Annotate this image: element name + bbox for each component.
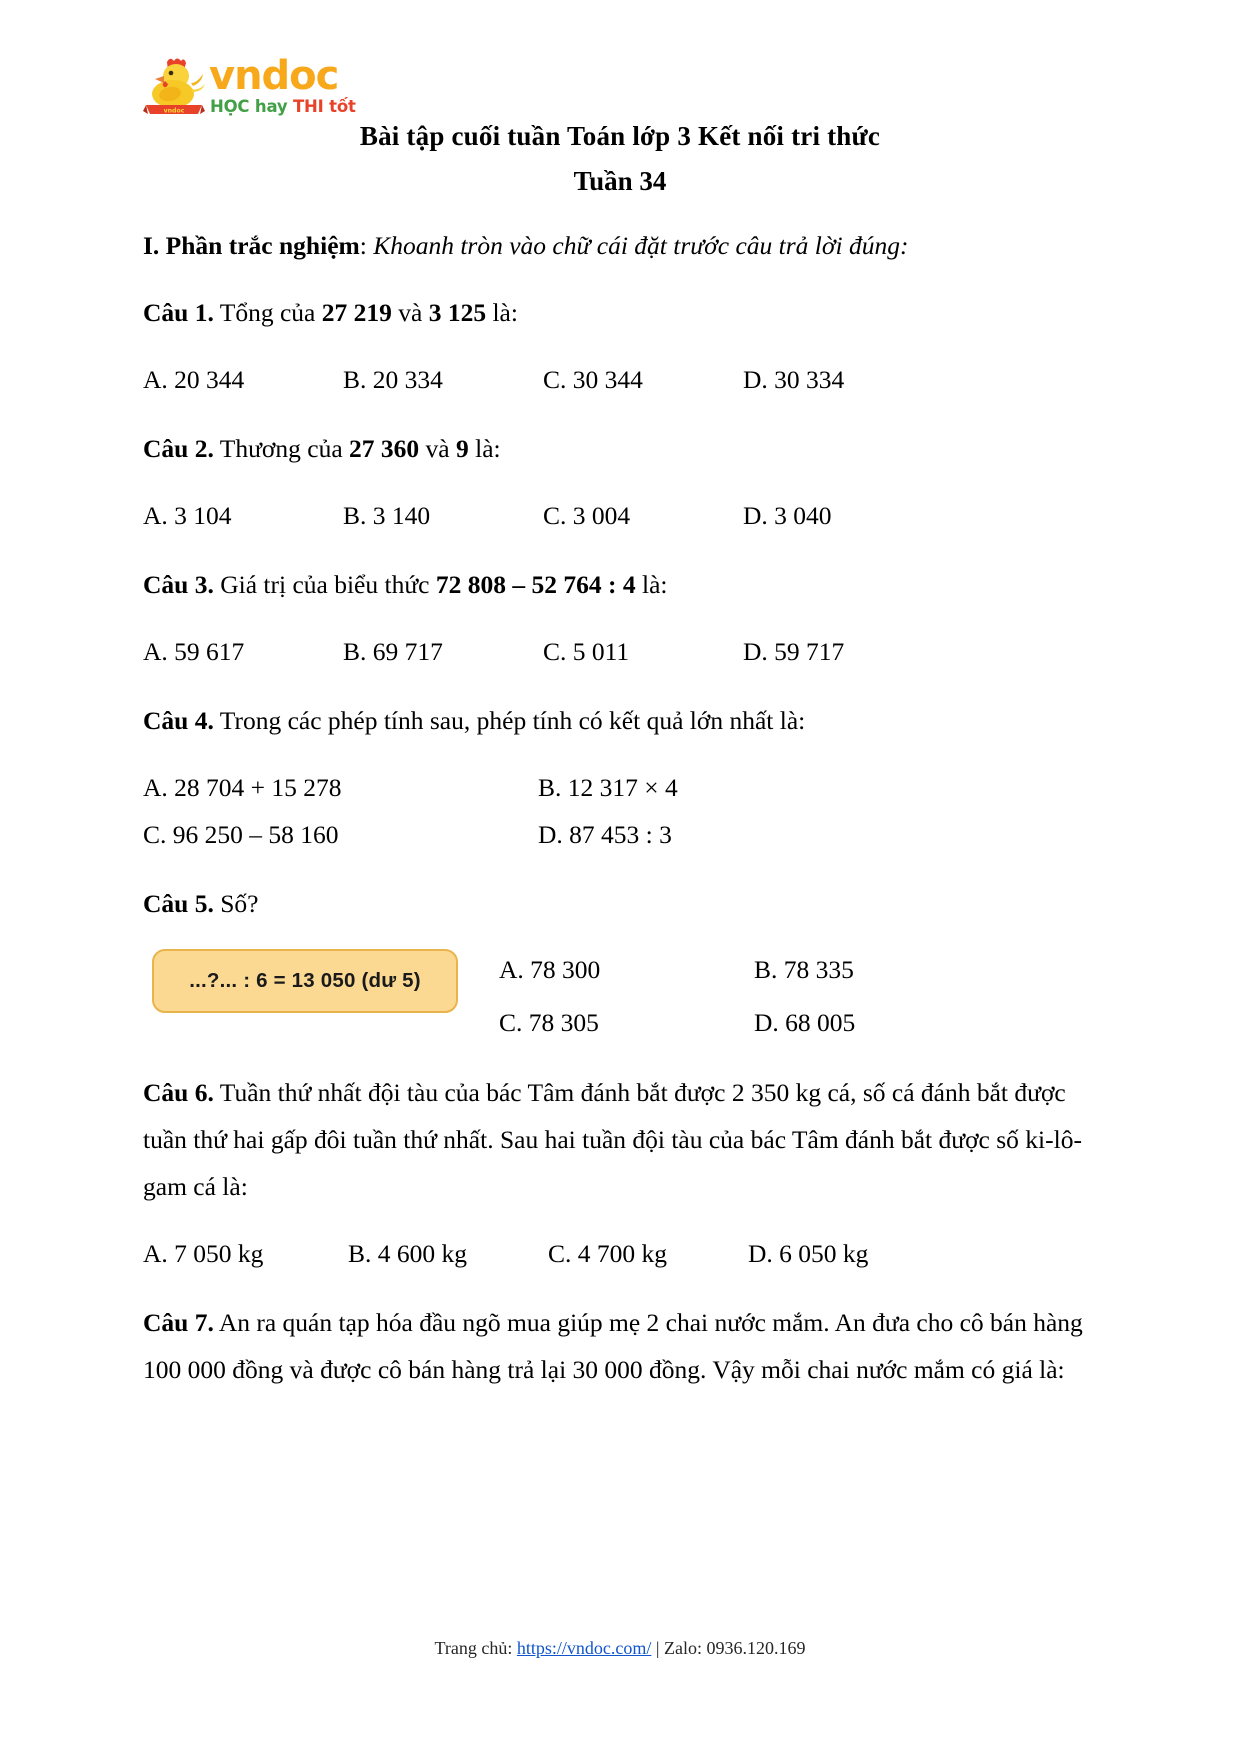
question-1-options bbox=[143, 356, 1098, 403]
question-2-option-c[interactable]: C. 3 004 bbox=[543, 501, 631, 530]
logo-tagline-hay: hay bbox=[254, 97, 288, 116]
section-heading bbox=[143, 222, 1098, 269]
section-label: I. Phần trắc nghiệm bbox=[143, 231, 360, 260]
question-3-option-c[interactable]: C. 5 011 bbox=[543, 637, 630, 666]
question-1-text bbox=[143, 289, 1098, 336]
logo-tagline-thi: THI bbox=[292, 97, 324, 116]
question-6-option-a[interactable]: A. 7 050 kg bbox=[143, 1239, 264, 1268]
question-2-options bbox=[143, 492, 1098, 539]
question-5-block bbox=[143, 943, 1098, 1049]
worksheet-content bbox=[143, 222, 1098, 1413]
question-2-option-b[interactable]: B. 3 140 bbox=[343, 501, 431, 530]
question-2-text bbox=[143, 425, 1098, 472]
question-6-number: Câu 6. bbox=[143, 1078, 214, 1107]
question-6-option-d[interactable]: D. 6 050 kg bbox=[748, 1239, 869, 1268]
logo-tagline-hoc: HỌC bbox=[210, 97, 250, 116]
question-2-number: Câu 2. bbox=[143, 434, 214, 463]
question-5-number: Câu 5. bbox=[143, 889, 214, 918]
question-5-text bbox=[143, 880, 1098, 927]
question-7-text bbox=[143, 1299, 1098, 1393]
question-5-option-c[interactable]: C. 78 305 bbox=[499, 1008, 599, 1037]
page-title: Bài tập cuối tuần Toán lớp 3 Kết nối tri thức bbox=[359, 121, 881, 151]
question-1-option-d[interactable]: D. 30 334 bbox=[743, 365, 845, 394]
page-subtitle: Tuần 34 bbox=[573, 166, 667, 196]
question-5-option-b[interactable]: B. 78 335 bbox=[754, 955, 854, 984]
question-1-operand-1: 27 219 bbox=[321, 298, 392, 327]
vndoc-logo bbox=[143, 52, 443, 124]
question-3-before: Giá trị của biểu thức bbox=[213, 570, 436, 599]
question-6-options bbox=[143, 1230, 1098, 1277]
chick-mascot-icon bbox=[143, 54, 205, 118]
question-2-option-a[interactable]: A. 3 104 bbox=[143, 501, 232, 530]
question-7-number: Câu 7. bbox=[143, 1308, 214, 1337]
question-1-option-c[interactable]: C. 30 344 bbox=[543, 365, 643, 394]
question-1-mid: và bbox=[391, 298, 429, 327]
footer-suffix: | Zalo: 0936.120.169 bbox=[651, 1638, 806, 1658]
question-6-text bbox=[143, 1069, 1098, 1210]
question-2-before: Thương của bbox=[213, 434, 350, 463]
question-2-after: là: bbox=[468, 434, 501, 463]
question-4-text bbox=[143, 697, 1098, 744]
section-separator: : bbox=[359, 231, 374, 260]
page-footer bbox=[0, 1638, 1240, 1659]
footer-homepage-link[interactable]: https://vndoc.com/ bbox=[516, 1638, 652, 1658]
question-3-number: Câu 3. bbox=[143, 570, 214, 599]
question-4-body: Trong các phép tính sau, phép tính có kết quả lớn nhất là: bbox=[213, 706, 806, 735]
question-6-option-b[interactable]: B. 4 600 kg bbox=[348, 1239, 468, 1268]
question-3-expression: 72 808 – 52 764 : 4 bbox=[435, 570, 636, 599]
question-7-body: An ra quán tạp hóa đầu ngõ mua giúp mẹ 2 chai nước mắm. An đưa cho cô bán hàng 100 000 đồng và được cô bán hàng trả lại 30 000 đồng. Vậy mỗi chai nước mắm có giá là: bbox=[143, 1308, 1083, 1384]
question-3-after: là: bbox=[635, 570, 668, 599]
question-1-operand-2: 3 125 bbox=[428, 298, 487, 327]
question-3-text bbox=[143, 561, 1098, 608]
logo-tagline-tot: tốt bbox=[329, 97, 356, 116]
question-5-body: Số? bbox=[213, 889, 259, 918]
question-5-option-d[interactable]: D. 68 005 bbox=[754, 1008, 856, 1037]
question-4-option-c[interactable]: C. 96 250 – 58 160 bbox=[143, 820, 339, 849]
question-1-number: Câu 1. bbox=[143, 298, 214, 327]
logo-tagline bbox=[210, 98, 356, 116]
footer-prefix: Trang chủ: bbox=[434, 1638, 517, 1658]
question-1-option-b[interactable]: B. 20 334 bbox=[343, 365, 443, 394]
question-3-option-a[interactable]: A. 59 617 bbox=[143, 637, 245, 666]
question-4-option-d[interactable]: D. 87 453 : 3 bbox=[538, 820, 672, 849]
question-2-operand-2: 9 bbox=[456, 434, 469, 463]
question-5-option-a[interactable]: A. 78 300 bbox=[499, 955, 601, 984]
question-4-number: Câu 4. bbox=[143, 706, 214, 735]
logo-wordmark: vndoc bbox=[209, 53, 339, 99]
question-3-option-d[interactable]: D. 59 717 bbox=[743, 637, 845, 666]
question-4-option-b[interactable]: B. 12 317 × 4 bbox=[538, 773, 678, 802]
question-1-after: là: bbox=[486, 298, 518, 327]
question-2-mid: và bbox=[419, 434, 456, 463]
question-4-options bbox=[143, 764, 1098, 858]
question-4-option-a[interactable]: A. 28 704 + 15 278 bbox=[143, 773, 342, 802]
question-2-option-d[interactable]: D. 3 040 bbox=[743, 501, 832, 530]
question-3-option-b[interactable]: B. 69 717 bbox=[343, 637, 443, 666]
svg-text:vndoc: vndoc bbox=[163, 107, 185, 115]
question-6-body: Tuần thứ nhất đội tàu của bác Tâm đánh bắt được 2 350 kg cá, số cá đánh bắt được tuần thứ hai gấp đôi tuần thứ nhất. Sau hai tuần đội tàu của bác Tâm đánh bắt được số ki-lô-gam cá là: bbox=[143, 1078, 1082, 1201]
question-6-option-c[interactable]: C. 4 700 kg bbox=[548, 1239, 668, 1268]
question-1-before: Tổng của bbox=[213, 298, 322, 327]
question-5-expression-box: ...?... : 6 = 13 050 (dư 5) bbox=[152, 949, 458, 1013]
section-instruction: Khoanh tròn vào chữ cái đặt trước câu trả lời đúng: bbox=[373, 231, 909, 260]
question-1-option-a[interactable]: A. 20 344 bbox=[143, 365, 245, 394]
question-5-options bbox=[499, 943, 1009, 1049]
question-3-options bbox=[143, 628, 1098, 675]
question-2-operand-1: 27 360 bbox=[349, 434, 420, 463]
